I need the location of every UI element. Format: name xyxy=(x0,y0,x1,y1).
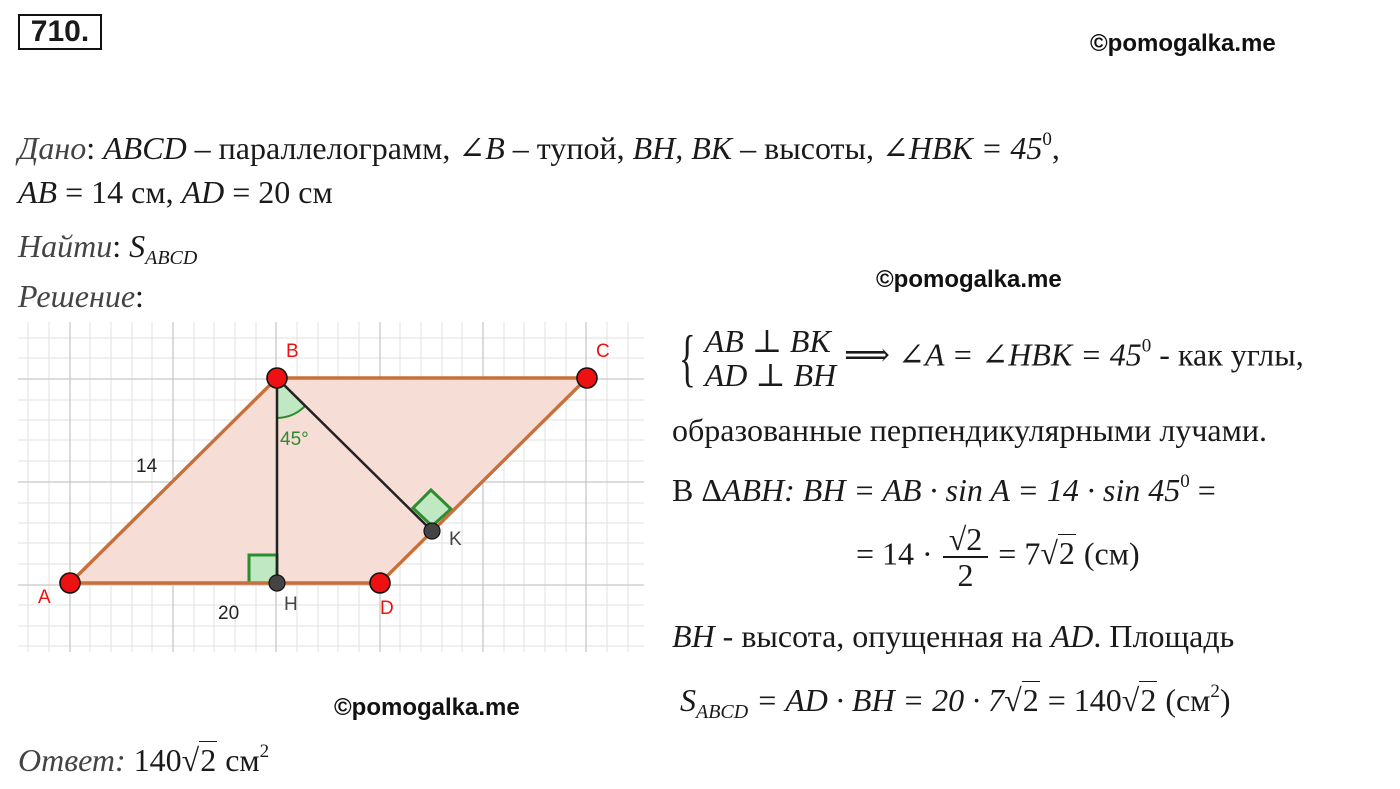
label-side-ah: 20 xyxy=(218,603,240,624)
area-unit-power: 2 xyxy=(1210,681,1220,702)
parallelogram-diagram xyxy=(18,322,644,652)
calc-unit: (см) xyxy=(1075,535,1140,572)
area-text: . Площадь xyxy=(1093,618,1235,654)
solution-line-6 xyxy=(680,672,1231,732)
label-a: A xyxy=(38,587,51,608)
given-text-2: – тупой, xyxy=(504,130,633,166)
answer-value: 140 xyxy=(133,742,182,778)
label-b: B xyxy=(286,341,299,362)
area-s: S xyxy=(680,682,696,718)
solution-label: Решение xyxy=(18,278,136,314)
area-unit: (см xyxy=(1157,682,1211,718)
area-mid: = 140 xyxy=(1039,682,1122,718)
area-formula: = AD · BH = 20 · 7 xyxy=(748,682,1005,718)
given-text-1: – параллелограмм, xyxy=(186,130,459,166)
bh-term: BH xyxy=(672,618,715,654)
watermark-bottom: ©pomogalka.me xyxy=(334,694,520,721)
solution-heading: Решение: xyxy=(18,278,144,314)
bh-formula: : BH = AB · sin A = 14 · sin 45 xyxy=(784,472,1181,508)
fraction-numerator: √2 xyxy=(943,522,989,558)
system-rows xyxy=(705,324,836,392)
solution-line-4 xyxy=(856,522,1140,592)
area-sqrt-1: √2 xyxy=(1004,682,1039,718)
answer-line xyxy=(18,732,269,780)
system-brace: { xyxy=(678,322,696,393)
label-h: H xyxy=(284,594,298,615)
system-row-2: AD ⊥ BH xyxy=(704,357,837,393)
calc-mid: = 7 xyxy=(990,535,1041,572)
ad-term: AD xyxy=(1050,618,1094,654)
watermark-top: ©pomogalka.me xyxy=(1090,30,1276,57)
label-angle: 45° xyxy=(280,429,309,450)
given-ad: AD xyxy=(181,174,225,210)
problem-number: 710. xyxy=(18,14,102,50)
angle-equality: ∠A = ∠HBK = 45 xyxy=(898,336,1142,373)
given-degree: 0 xyxy=(1042,129,1052,150)
height-text: - высота, опущенная на xyxy=(714,618,1051,654)
find-s: S xyxy=(129,228,146,264)
given-line-2 xyxy=(18,172,333,212)
solution-line-5 xyxy=(672,616,1234,656)
answer-unit: см xyxy=(217,742,260,778)
angle-reason: - как углы, xyxy=(1151,336,1304,373)
solution-line-1 xyxy=(672,324,1304,392)
bh-degree: 0 xyxy=(1180,471,1190,492)
find-sub: ABCD xyxy=(145,247,198,269)
find-line: Найти: $S_{ABCD}$ xyxy=(18,228,198,269)
fraction-denominator: 2 xyxy=(957,557,974,593)
area-sub: ABCD xyxy=(696,701,749,723)
triangle-prefix: В Δ xyxy=(672,472,722,508)
answer-sqrt: √2 xyxy=(181,742,217,778)
solution-line-2: образованные перпендикулярными лучами. xyxy=(672,412,1267,448)
given-heights: BH, BK xyxy=(632,130,733,166)
label-d: D xyxy=(380,598,394,619)
given-ad-value: = 20 см xyxy=(224,174,333,210)
answer-unit-power: 2 xyxy=(259,741,270,762)
given-ab-value: = 14 см, xyxy=(57,174,182,210)
bh-equals: = xyxy=(1189,472,1216,508)
given-abcd: ABCD xyxy=(103,130,187,166)
fraction xyxy=(943,522,989,592)
label-side-ab: 14 xyxy=(136,456,158,477)
given-angle-hbk: ∠HBK = 45 xyxy=(882,130,1043,166)
triangle-name: ABH xyxy=(721,472,785,508)
given-line-1: Дано: ABCD – параллелограмм, ∠B – тупой, BH, BK – высоты, ∠HBK = $45^0$, xyxy=(18,129,1060,166)
area-sqrt-2: √2 xyxy=(1121,682,1157,718)
given-text-3: – высоты, xyxy=(732,130,883,166)
label-k: K xyxy=(449,529,462,550)
watermark-middle: ©pomogalka.me xyxy=(876,266,1062,293)
given-ab: AB xyxy=(18,174,58,210)
area-close: ) xyxy=(1219,682,1231,718)
answer-label: Ответ: xyxy=(18,742,126,778)
system-row-1: AB ⊥ BK xyxy=(704,323,831,359)
calc-prefix: = 14 · xyxy=(856,535,941,572)
given-text-4: , xyxy=(1051,130,1060,166)
given-angle-b: ∠B xyxy=(458,130,505,166)
find-label: Найти xyxy=(18,228,113,264)
label-c: C xyxy=(596,341,610,362)
given-label: Дано xyxy=(18,130,87,166)
sqrt-result: √2 xyxy=(1040,535,1075,572)
angle-degree: 0 xyxy=(1141,335,1152,357)
parallelogram-fill xyxy=(70,378,587,583)
implies-sign: ⟹ xyxy=(844,336,898,373)
solution-line-3 xyxy=(672,462,1216,510)
